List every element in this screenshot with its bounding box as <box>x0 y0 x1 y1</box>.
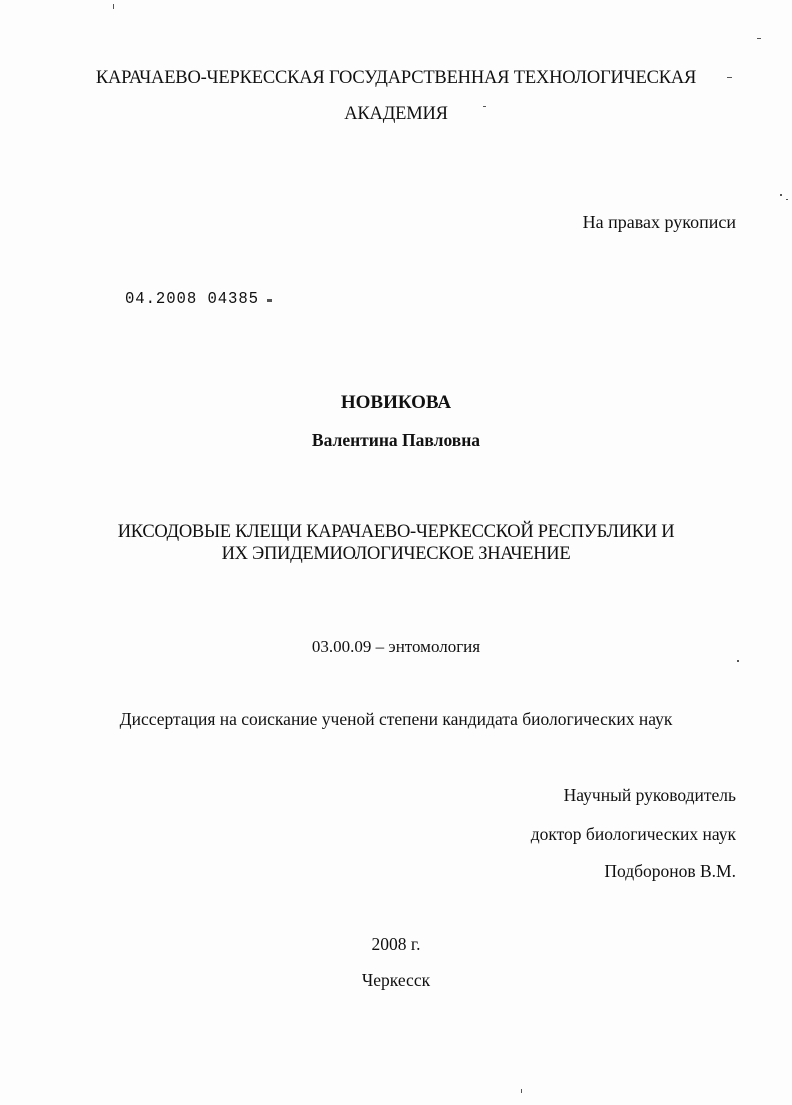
dissertation-title-line2: ИХ ЭПИДЕМИОЛОГИЧЕСКОЕ ЗНАЧЕНИЕ <box>221 544 571 564</box>
registration-stamp: 04.2008 04385 <box>125 290 259 309</box>
degree-statement: Диссертация на соискание ученой степени кандидата биологических наук <box>119 709 673 729</box>
scan-speck <box>757 38 761 39</box>
scan-speck <box>780 194 782 196</box>
supervisor-heading: Научный руководитель <box>563 785 736 805</box>
scan-speck <box>727 77 732 78</box>
scan-speck <box>113 4 114 9</box>
supervisor-title: доктор биологических наук <box>530 824 736 844</box>
specialty-code: 03.00.09 – энтомология <box>311 637 481 656</box>
scan-speck <box>483 106 486 107</box>
city: Черкесск <box>361 970 431 990</box>
scan-speck <box>786 199 788 200</box>
manuscript-note: На правах рукописи <box>582 212 736 232</box>
dissertation-title-line1: ИКСОДОВЫЕ КЛЕЩИ КАРАЧАЕВО-ЧЕРКЕССКОЙ РЕСПУБЛИКИ И <box>117 522 675 542</box>
scan-speck <box>267 299 272 302</box>
supervisor-name: Подборонов В.М. <box>604 861 736 881</box>
scan-speck <box>737 660 739 662</box>
year: 2008 г. <box>371 934 421 954</box>
author-surname: НОВИКОВА <box>340 392 452 413</box>
author-given-names: Валентина Павловна <box>311 430 481 450</box>
institution-name-line1: КАРАЧАЕВО-ЧЕРКЕССКАЯ ГОСУДАРСТВЕННАЯ ТЕХНОЛОГИЧЕСКАЯ <box>95 68 697 88</box>
scan-speck <box>521 1089 522 1093</box>
institution-name-line2: АКАДЕМИЯ <box>344 104 448 124</box>
